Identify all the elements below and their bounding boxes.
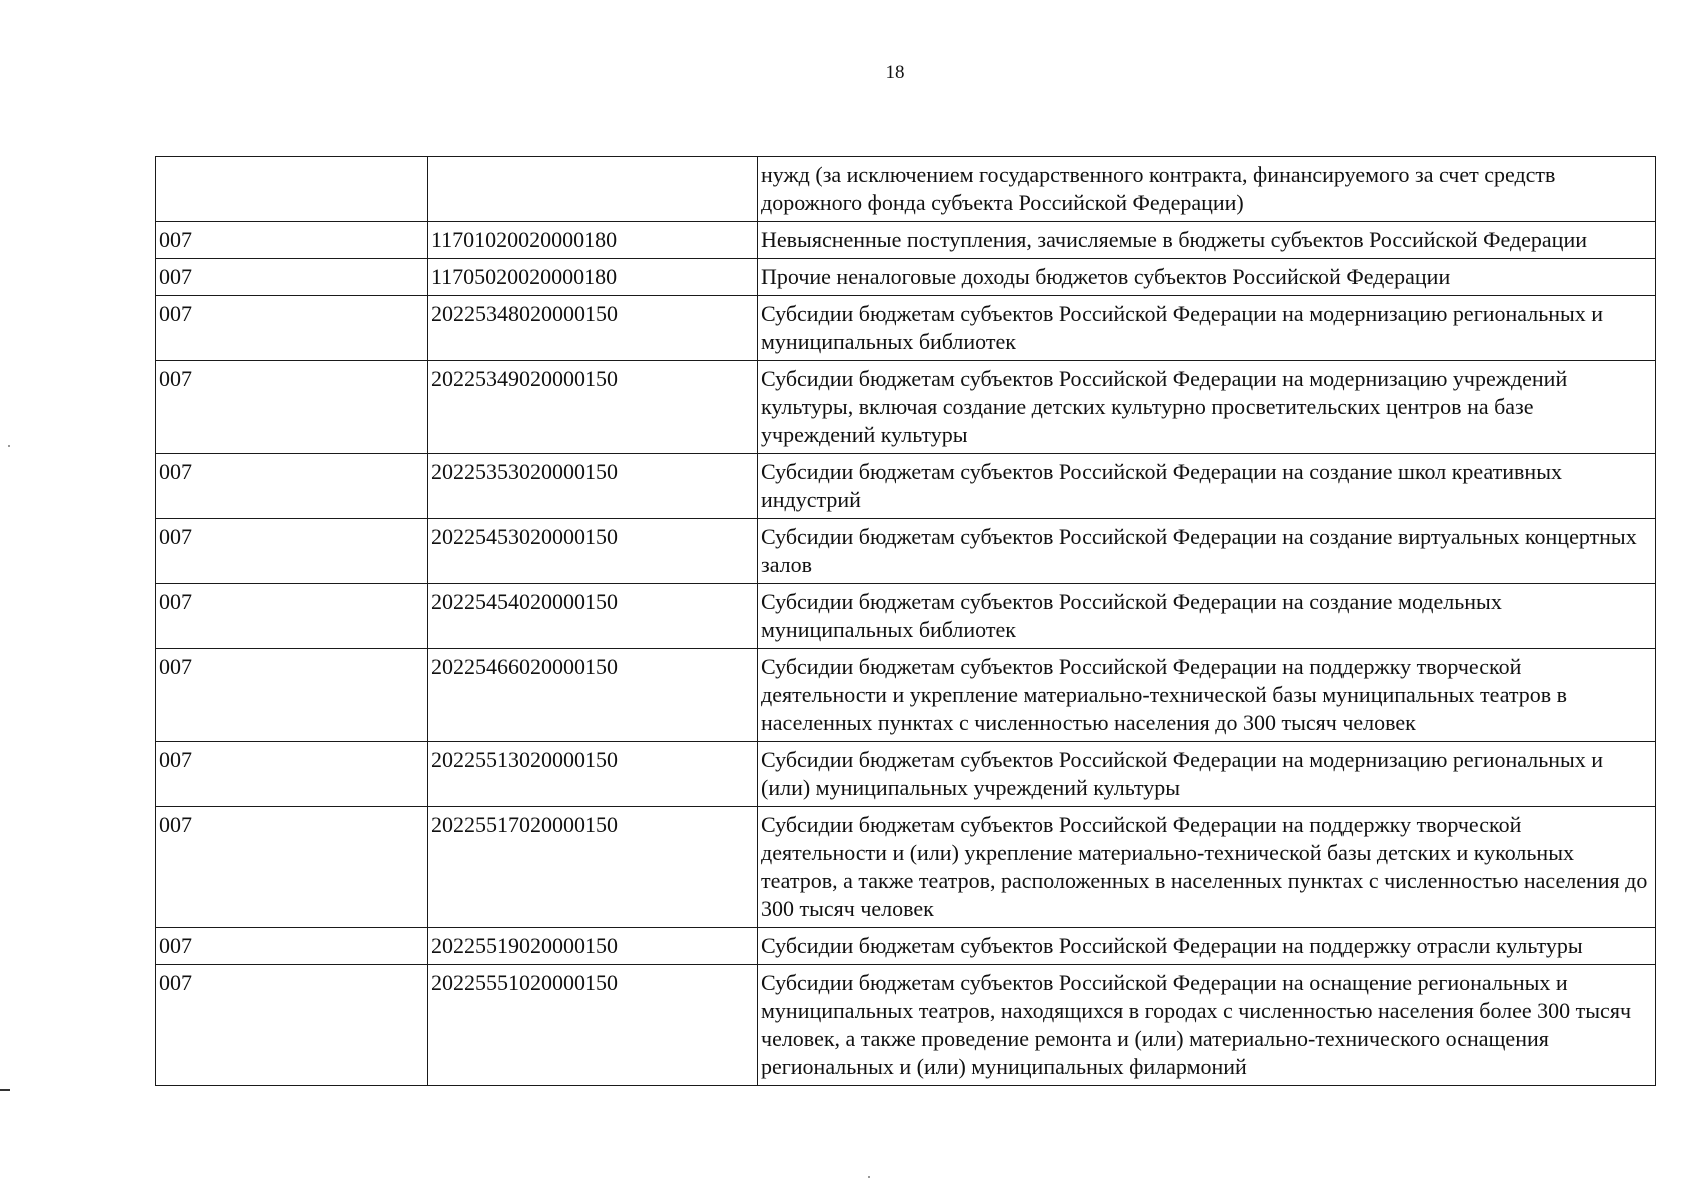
page-number: 18 (885, 62, 905, 83)
table-row (156, 259, 1656, 296)
table-row (156, 742, 1656, 807)
description-cell: Субсидии бюджетам субъектов Российской Федерации на поддержку отрасли культуры (758, 928, 1656, 965)
kbk-code-cell: 11701020020000180 (428, 222, 758, 259)
table-row (156, 807, 1656, 928)
admin-code-cell: 007 (156, 807, 428, 928)
kbk-code-cell: 20225353020000150 (428, 454, 758, 519)
description-cell: Субсидии бюджетам субъектов Российской Федерации на поддержку творческой деятельности и (или) укрепление материально-технической базы детских и кукольных театров, а также театров, расположенных в населенных пунктах с численностью населения до 300 тысяч человек (758, 807, 1656, 928)
kbk-code-cell: 20225349020000150 (428, 361, 758, 454)
table-row (156, 296, 1656, 361)
kbk-code-cell: 20225348020000150 (428, 296, 758, 361)
description-cell: Прочие неналоговые доходы бюджетов субъектов Российской Федерации (758, 259, 1656, 296)
kbk-code-cell: 20225453020000150 (428, 519, 758, 584)
table-row (156, 361, 1656, 454)
description-cell: Субсидии бюджетам субъектов Российской Федерации на оснащение региональных и муниципальных театров, находящихся в городах с численностью населения более 300 тысяч человек, а также проведение ремонта и (или) материально-технического оснащения региональных и (или) муниципальных филармоний (758, 965, 1656, 1086)
kbk-code-cell: 20225551020000150 (428, 965, 758, 1086)
table-row (156, 157, 1656, 222)
scan-speck (8, 445, 10, 447)
admin-code-cell: 007 (156, 965, 428, 1086)
kbk-code-cell: 20225454020000150 (428, 584, 758, 649)
admin-code-cell: 007 (156, 928, 428, 965)
admin-code-cell: 007 (156, 454, 428, 519)
table-row (156, 649, 1656, 742)
kbk-code-cell: 20225466020000150 (428, 649, 758, 742)
table-row (156, 965, 1656, 1086)
kbk-code-cell: 20225513020000150 (428, 742, 758, 807)
kbk-code-cell: 20225517020000150 (428, 807, 758, 928)
description-cell: Субсидии бюджетам субъектов Российской Федерации на создание школ креативных индустрий (758, 454, 1656, 519)
table-row (156, 584, 1656, 649)
table-row (156, 454, 1656, 519)
admin-code-cell: 007 (156, 649, 428, 742)
kbk-code-cell (428, 157, 758, 222)
description-cell: Субсидии бюджетам субъектов Российской Федерации на модернизацию региональных и муниципальных библиотек (758, 296, 1656, 361)
admin-code-cell: 007 (156, 519, 428, 584)
kbk-code-cell: 20225519020000150 (428, 928, 758, 965)
admin-code-cell: 007 (156, 296, 428, 361)
kbk-code-cell: 11705020020000180 (428, 259, 758, 296)
admin-code-cell: 007 (156, 584, 428, 649)
table-row (156, 222, 1656, 259)
description-cell: Субсидии бюджетам субъектов Российской Федерации на поддержку творческой деятельности и укрепление материально-технической базы муниципальных театров в населенных пунктах с численностью населения до 300 тысяч человек (758, 649, 1656, 742)
description-cell: нужд (за исключением государственного контракта, финансируемого за счет средств дорожного фонда субъекта Российской Федерации) (758, 157, 1656, 222)
scan-edge-mark (0, 1089, 10, 1091)
description-cell: Субсидии бюджетам субъектов Российской Федерации на создание модельных муниципальных библиотек (758, 584, 1656, 649)
revenue-codes-table (155, 156, 1656, 1086)
admin-code-cell: 007 (156, 361, 428, 454)
description-cell: Невыясненные поступления, зачисляемые в бюджеты субъектов Российской Федерации (758, 222, 1656, 259)
admin-code-cell: 007 (156, 259, 428, 296)
admin-code-cell: 007 (156, 222, 428, 259)
admin-code-cell: 007 (156, 742, 428, 807)
admin-code-cell (156, 157, 428, 222)
scan-speck (868, 1176, 870, 1178)
table-row (156, 519, 1656, 584)
description-cell: Субсидии бюджетам субъектов Российской Федерации на модернизацию учреждений культуры, включая создание детских культурно просветительских центров на базе учреждений культуры (758, 361, 1656, 454)
table-row (156, 928, 1656, 965)
description-cell: Субсидии бюджетам субъектов Российской Федерации на создание виртуальных концертных залов (758, 519, 1656, 584)
description-cell: Субсидии бюджетам субъектов Российской Федерации на модернизацию региональных и (или) муниципальных учреждений культуры (758, 742, 1656, 807)
